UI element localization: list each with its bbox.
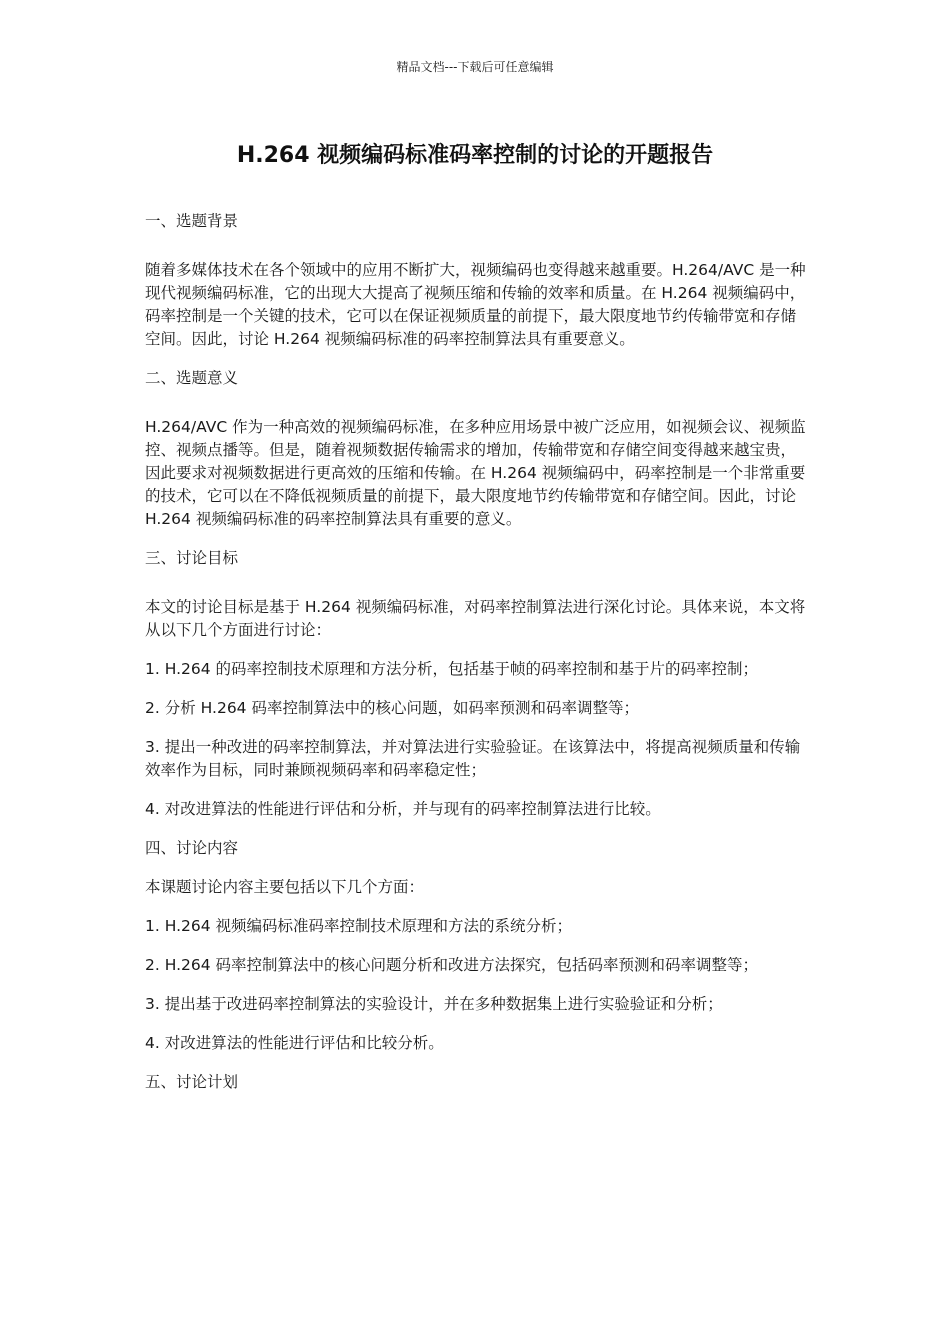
header-note: 精品文档---下载后可任意编辑 xyxy=(396,60,554,74)
document-title: H.264 视频编码标准码率控制的讨论的开题报告 xyxy=(236,143,714,168)
paragraph: 随着多媒体技术在各个领域中的应用不断扩大，视频编码也变得越来越重要。H.264/AVC 是一种现代视频编码标准，它的出现大大提高了视频压缩和传输的效率和质量。在 H.264 视频编码中，码率控制是一个关键的技术，它可以在保证视频质量的前提下，最大限度地节约传输带宽和存储空间。因此，讨论 H.264 视频编码标准的码率控制算法具有重要意义。 xyxy=(145,261,806,348)
document-body xyxy=(145,210,810,1110)
section-heading: 三、讨论目标 xyxy=(145,549,239,567)
list-item: 3. 提出一种改进的码率控制算法，并对算法进行实验验证。在该算法中，将提高视频质量和传输效率作为目标，同时兼顾视频码率和码率稳定性； xyxy=(145,738,801,779)
paragraph: H.264/AVC 作为一种高效的视频编码标准，在多种应用场景中被广泛应用，如视频会议、视频监控、视频点播等。但是，随着视频数据传输需求的增加，传输带宽和存储空间变得越来越宝贵，因此要求对视频数据进行更高效的压缩和传输。在 H.264 视频编码中，码率控制是一个非常重要的技术，它可以在不降低视频质量的前提下，最大限度地节约传输带宽和存储空间。因此，讨论 H.264 视频编码标准的码率控制算法具有重要的意义。 xyxy=(145,418,806,528)
paragraph: 本文的讨论目标是基于 H.264 视频编码标准，对码率控制算法进行深化讨论。具体来说，本文将从以下几个方面进行讨论： xyxy=(145,598,806,639)
section-heading: 一、选题背景 xyxy=(145,212,239,230)
list-item: 1. H.264 的码率控制技术原理和方法分析，包括基于帧的码率控制和基于片的码率控制； xyxy=(145,660,759,678)
list-item: 2. H.264 码率控制算法中的核心问题分析和改进方法探究，包括码率预测和码率调整等； xyxy=(145,956,759,974)
list-item: 2. 分析 H.264 码率控制算法中的核心问题，如码率预测和码率调整等； xyxy=(145,699,639,717)
paragraph: 本课题讨论内容主要包括以下几个方面： xyxy=(145,878,425,896)
list-item: 1. H.264 视频编码标准码率控制技术原理和方法的系统分析； xyxy=(145,917,573,935)
section-heading: 二、选题意义 xyxy=(145,369,239,387)
list-item: 4. 对改进算法的性能进行评估和比较分析。 xyxy=(145,1034,444,1052)
list-item: 4. 对改进算法的性能进行评估和分析，并与现有的码率控制算法进行比较。 xyxy=(145,800,661,818)
section-heading: 五、讨论计划 xyxy=(145,1073,239,1091)
section-heading: 四、讨论内容 xyxy=(145,839,239,857)
list-item: 3. 提出基于改进码率控制算法的实验设计，并在多种数据集上进行实验验证和分析； xyxy=(145,995,723,1013)
